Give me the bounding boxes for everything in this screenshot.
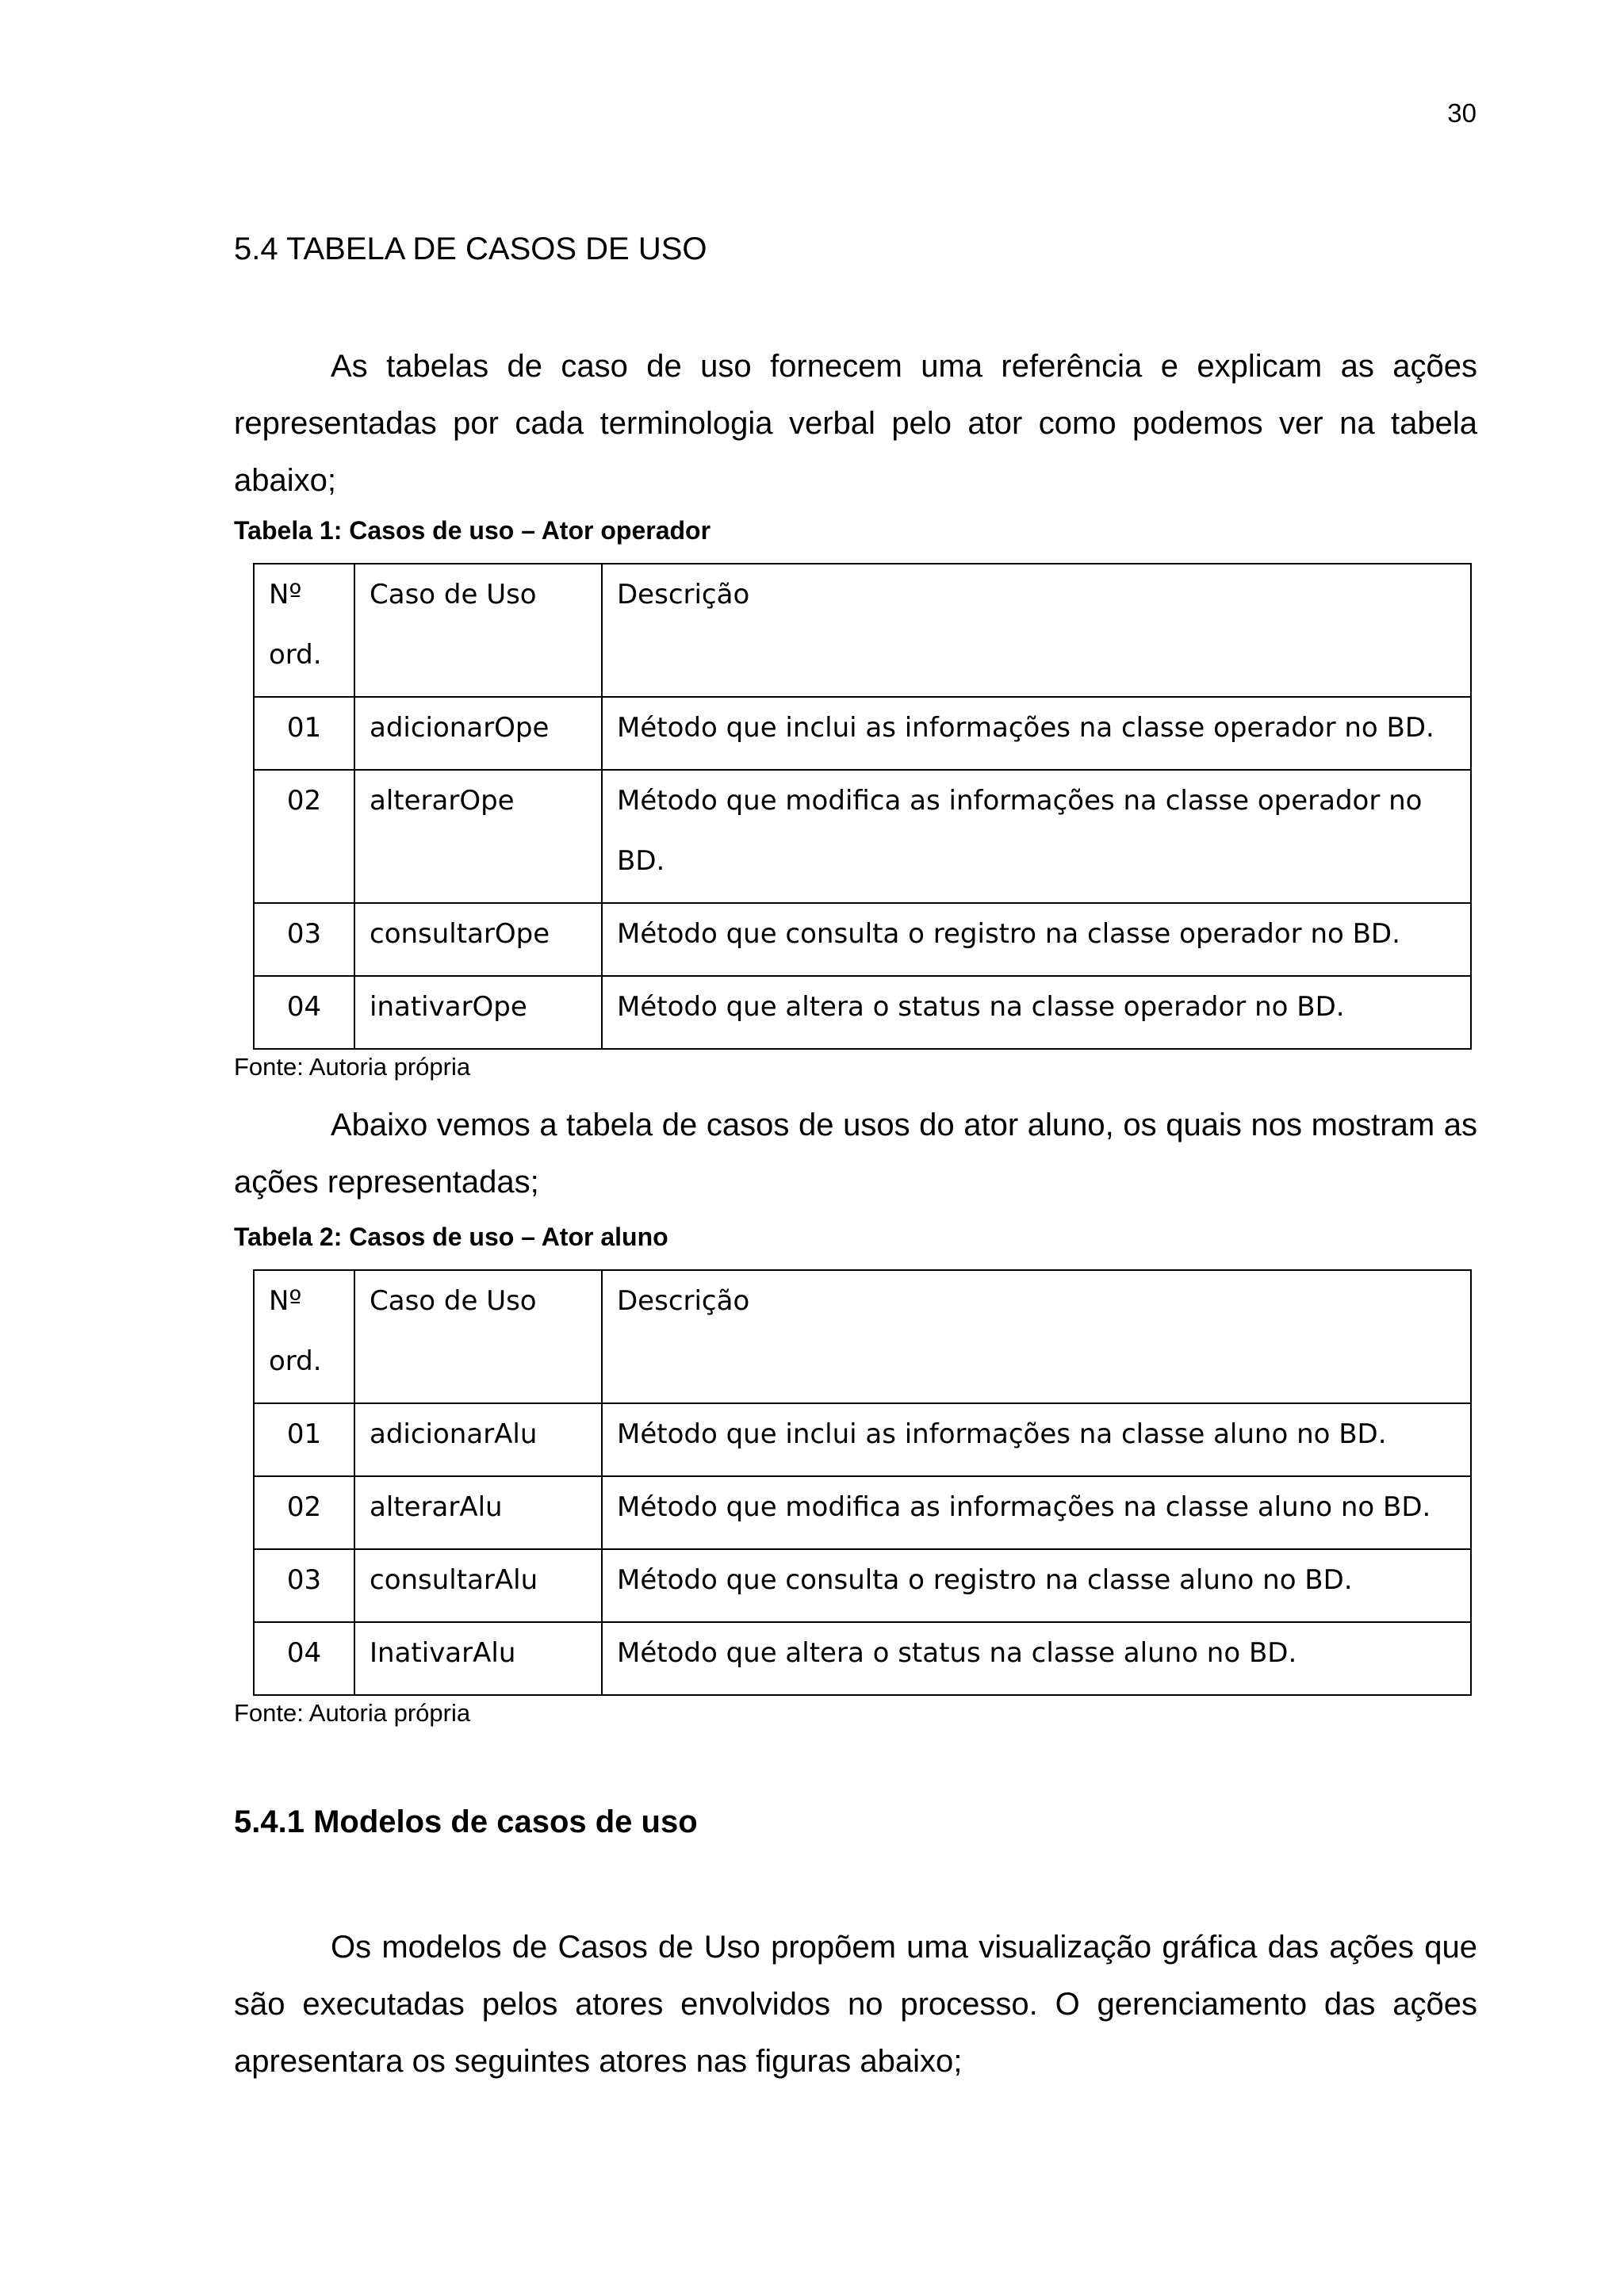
table-row [254, 1476, 1471, 1549]
row-case: consultarOpe [354, 903, 602, 976]
subsection-heading: 5.4.1 Modelos de casos de uso [234, 1804, 698, 1839]
table-row [254, 976, 1471, 1049]
intro-paragraph-block [234, 338, 1477, 509]
row-case: InativarAlu [354, 1622, 602, 1695]
row-number: 04 [254, 976, 354, 1049]
row-case: inativarOpe [354, 976, 602, 1049]
table-header-row [254, 1270, 1471, 1403]
row-number: 01 [254, 1403, 354, 1476]
table2-source: Fonte: Autoria própria [234, 1699, 471, 1727]
row-description [602, 770, 1471, 903]
middle-paragraph [234, 1096, 1477, 1211]
table-row [254, 770, 1471, 903]
header-number [254, 1270, 354, 1403]
table-row [254, 1403, 1471, 1476]
row-number: 03 [254, 903, 354, 976]
row-number: 04 [254, 1622, 354, 1695]
table-row [254, 1622, 1471, 1695]
middle-paragraph-block [234, 1096, 1477, 1211]
header-case: Caso de Uso [354, 564, 602, 697]
row-case: adicionarAlu [354, 1403, 602, 1476]
final-paragraph [234, 1919, 1477, 2090]
section-heading: 5.4 TABELA DE CASOS DE USO [234, 232, 707, 266]
table-row [254, 697, 1471, 770]
middle-paragraph-text: Abaixo vemos a tabela de casos de usos do ator aluno, os quais nos mostram as ações representadas; [234, 1108, 1477, 1200]
row-case: consultarAlu [354, 1549, 602, 1622]
row-description: Método que altera o status na classe operador no BD. [602, 976, 1471, 1049]
header-case: Caso de Uso [354, 1270, 602, 1403]
row-number: 02 [254, 1476, 354, 1549]
row-number: 02 [254, 770, 354, 903]
intro-paragraph-text: As tabelas de caso de uso fornecem uma referência e explicam as ações representadas por cada terminologia verbal pelo ator como podemos ver na tabela abaixo; [234, 349, 1477, 498]
row-description: Método que consulta o registro na classe operador no BD. [602, 903, 1471, 976]
row-description: Método que inclui as informações na classe operador no BD. [602, 697, 1471, 770]
header-number-line1: Nº [269, 1285, 302, 1317]
table1 [253, 563, 1472, 1050]
row-number: 03 [254, 1549, 354, 1622]
row-case: adicionarOpe [354, 697, 602, 770]
intro-paragraph [234, 338, 1477, 509]
header-number-line1: Nº [269, 579, 302, 610]
table-row [254, 1549, 1471, 1622]
table1-caption: Tabela 1: Casos de uso – Ator operador [234, 516, 711, 545]
page-number: 30 [1447, 98, 1477, 128]
row-description: Método que inclui as informações na classe aluno no BD. [602, 1403, 1471, 1476]
table2-caption: Tabela 2: Casos de uso – Ator aluno [234, 1223, 668, 1251]
row-description: Método que altera o status na classe aluno no BD. [602, 1622, 1471, 1695]
final-paragraph-block [234, 1919, 1477, 2090]
header-number-line2: ord. [269, 639, 322, 671]
header-description: Descrição [602, 564, 1471, 697]
table2 [253, 1269, 1472, 1696]
table-row [254, 903, 1471, 976]
table-header-row [254, 564, 1471, 697]
header-number-line2: ord. [269, 1345, 322, 1377]
header-description: Descrição [602, 1270, 1471, 1403]
table1-source: Fonte: Autoria própria [234, 1053, 471, 1081]
row-case: alterarOpe [354, 770, 602, 903]
row-case: alterarAlu [354, 1476, 602, 1549]
row-description: Método que consulta o registro na classe aluno no BD. [602, 1549, 1471, 1622]
row-number: 01 [254, 697, 354, 770]
final-paragraph-text: Os modelos de Casos de Uso propõem uma visualização gráfica das ações que são executadas pelos atores envolvidos no processo. O gerenciamento das ações apresentara os seguintes atores nas figuras abaixo; [234, 1930, 1477, 2079]
header-number [254, 564, 354, 697]
row-description: Método que modifica as informações na classe aluno no BD. [602, 1476, 1471, 1549]
row-description-text: Método que modifica as informações na classe operador no BD. [617, 785, 1423, 877]
